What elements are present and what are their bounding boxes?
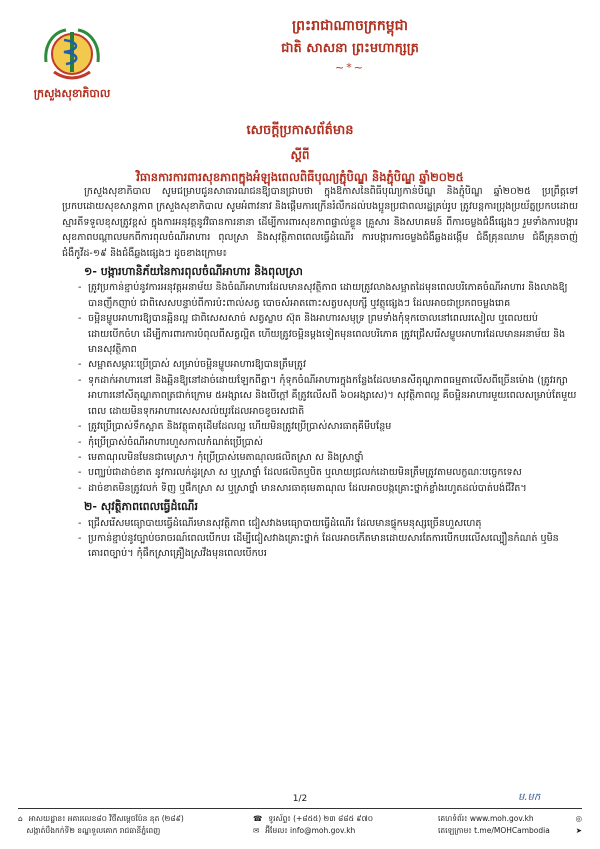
section-heading: ១- បង្ការហានិភ័យនៃការពុលចំណីអាហារ និងពុលស្រា — [84, 265, 303, 279]
ministry-name: ក្រសួងសុខាភិបាល — [33, 87, 111, 100]
ministry-logo — [22, 22, 122, 103]
signature-initials: ម.មក — [518, 792, 541, 803]
list-item: - ទុកដាក់អាហារនៅ និងឆ្អិនឱ្យនៅដាច់ដោយឡែកពីគ្នា។ កុំទុកចំណីអាហារក្នុងកន្លែងដែលមានសីតុណ្ហភាពធម្មតាលើសពីច្រើនម៉ោង (ត្រូវរក្សាអាហារនៅសីតុណ្ហភាពត្រជាក់ក្រោម ៥អង្សាសេ និងបើក្តៅ គឺត្រូវលើសពី ៦០អង្សាសេ)។ សុវត្ថិភាពល្អ គឺចម្អិនអាហារមួយពេលសម្រាប់តែមួយពេល ដោយមិនទុកអាហារសេសសល់យូរដែលអាចខូចរសជាតិ — [88, 373, 578, 419]
list-item: - កុំប្រើប្រាស់ចំណីអាហារហួសកាលកំណត់ប្រើប្រាស់ — [88, 435, 578, 450]
footer-website[interactable]: គេហទំព័រ៖ www.moh.gov.kh — [438, 814, 534, 823]
intro-paragraph: ក្រសួងសុខាភិបាល សូមជម្រាបជូនសាធារណជនឱ្យបានជ្រាបថា ក្នុងឱកាសនៃពិធីបុណ្យកាន់បិណ្ឌ និងភ្ជុំបិណ្ឌ ឆ្នាំ២០២៥ ប្រព្រឹត្តទៅប្រកបដោយសុខសាន្តភាព ក្រសួងសុខាភិបាល សូមអំពាវនាវ និងផ្តើមការក្រើនរំលឹកដល់បងប្អូនប្រជាពលរដ្ឋគ្រប់រូប ត្រូវបន្តការប្រុងប្រយ័ត្នប្រកបដោយស្មារតីទទួលខុសត្រូវខ្ពស់ ក្នុងការអនុវត្តនូវវិធានការនានា ដើម្បីការពារសុខភាពផ្ទាល់ខ្លួន គ្រួសារ និងសហគមន៍ ពីការចម្លងជំងឺផ្សេងៗ រួមទាំងការបង្ការសុខភាពបណ្តាលមកពីការពុលចំណីអាហារ ពុលស្រា និងសុវត្ថិភាពពេលធ្វើដំណើរ ការបង្ការការចម្លងជំងឺឆ្លងដង្កើម ជំងឺគ្រុនឈាម ជំងឺគ្រុនចាញ់ ជំងឺកូវីដ-១៩ និងជំងឺឆ្លងផ្សេងៗ ដូចខាងក្រោម៖ — [62, 186, 578, 259]
page-footer — [18, 808, 582, 843]
document-type: សេចក្តីប្រកាសព័ត៌មាន — [246, 123, 354, 138]
list-item: - មេតាណុលមិនមែនជាមេស្រា។ កុំប្រើប្រាស់មេតាណុលផលិតស្រា ស និងស្រាថ្នាំ — [88, 450, 578, 465]
list-item: - ចម្អិនម្ហូបអាហារឱ្យបានឆ្អិនល្អ ជាពិសេសសាច់ សត្វស្លាប ស៊ុត និងអាហារសមុទ្រ ព្រមទាំងកុំទុកចោលនៅពេលរសៀល ឬពេលយប់ ដោយបើកចំហ ដើម្បីការពារការបំពុលពីសត្វល្អិត ហើយត្រូវចម្អិនម្តងទៀតមុនពេលបរិភោគ ត្រូវជ្រើសរើសម្ហូបអាហារដែលមានអនាម័យ និងមានសុវត្ថិភាព — [88, 311, 578, 357]
list-item: - ជ្រើសរើសមធ្យោបាយធ្វើដំណើរមានសុវត្ថិភាព ជៀសវាងមធ្យោបាយធ្វើដំណើរ ដែលមានផ្ទុកមនុស្សច្រើនហួសហេតុ — [88, 516, 578, 531]
globe-icon: ◎ — [575, 814, 582, 823]
page-number: 1/2 — [292, 794, 308, 804]
email-icon: ✉ — [253, 826, 260, 835]
address-icon: ⌂ — [18, 814, 23, 823]
document-body — [62, 184, 578, 562]
list-item: - ត្រូវប្រើប្រាស់ទឹកស្អាត និងវត្ថុធាតុដើមដែលល្អ ហើយមិនត្រូវប្រើប្រាស់សារធាតុគីមីបន្ថែម — [88, 419, 578, 434]
address-continued-icon — [18, 825, 20, 837]
list-item: - ប្រកាន់ខ្ជាប់នូវច្បាប់ចរាចរណ៍ពេលបើកបរ ដើម្បីជៀសវាងគ្រោះថ្នាក់ ដែលអាចកើតមានដោយសារតែការបើកបរលើសល្បឿនកំណត់ ឬមិនគោរពច្បាប់។ កុំផឹកស្រាគ្រឿងស្រវឹងមុនពេលបើកបរ — [88, 531, 578, 562]
footer-contacts — [253, 813, 423, 837]
phone-icon: ☎ — [253, 814, 263, 823]
footer-telegram[interactable]: តេឡេក្រាម៖ t.me/MOHCambodia — [438, 826, 550, 835]
footer-email[interactable]: អ៊ីមែល៖ info@moh.gov.kh — [265, 826, 356, 835]
kingdom-name: ព្រះរាជាណាចក្រកម្ពុជា — [291, 18, 408, 34]
ministry-emblem-icon — [40, 22, 104, 84]
footer-address — [18, 813, 238, 837]
list-item: - ដាច់ខាតមិនត្រូវលក់ ទិញ ឬផឹកស្រា ស ឬស្រាថ្នាំ មានសារធាតុមេតាណុល ដែលអាចបង្កគ្រោះថ្នាក់ខ្លាំងរហូតដល់បាត់បង់ជីវិត។ — [88, 481, 578, 496]
section-heading: ២- សុវត្ថិភាពពេលធ្វើដំណើរ — [84, 500, 198, 514]
national-motto: ជាតិ សាសនា ព្រះមហាក្សត្រ — [281, 41, 419, 56]
subject-label: ស្តីពី — [290, 148, 310, 162]
footer-phone: ទូរស័ព្ទ៖ (+៨៥៥) ២៣ ៨៨៥ ៩៧០ — [268, 814, 374, 823]
list-item: - បញ្ឈប់ជាដាច់ខាត នូវការលក់ដូរស្រា ស ឬស្រាថ្នាំ ដែលផលិតឬបិត ឬលាយជ្រលក់ដោយមិនត្រឹមត្រូវតាមលក្ខណៈបច្ចេកទេស — [88, 465, 578, 480]
footer-web — [438, 813, 582, 837]
footer-address-line-1: អាសយដ្ឋាន៖ អគារលេខ៨០ វិថីសម្តេចប៉ែន នុត (២៨៩) — [28, 814, 184, 823]
telegram-icon: ➤ — [575, 826, 582, 835]
list-item: - ត្រូវប្រកាន់ខ្ជាប់នូវការអនុវត្តអនាម័យ និងចំណីអាហារដែលមានសុវត្ថិភាព ដោយត្រូវលាងសម្អាតដៃមុនពេលបរិភោគចំណីអាហារ និងលាងឱ្យបានញឹកញាប់ ជាពិសេសបន្ទាប់ពីការប៉ះពាល់សត្វ បោចសំអាតពោះសត្វបសុបក្សី ឬវត្ថុផ្សេងៗ ដែលអាចជាប្រភពចម្លងរោគ — [88, 280, 578, 311]
header-ornament: ~*~ — [335, 61, 365, 74]
section-2-list — [62, 516, 578, 562]
kingdom-header — [230, 16, 470, 74]
section-1-list — [62, 280, 578, 496]
document-subject: វិធានការការពារសុខភាពក្នុងអំឡុងពេលពិធីបុណ្យភ្ជុំបិណ្ឌ និងភ្ជុំបិណ្ឌ ឆ្នាំ២០២៥ — [136, 170, 464, 184]
document-titles — [40, 122, 560, 187]
list-item: - សម្អាតសម្ភារៈប្រើប្រាស់ សម្រាប់ចម្អិនម្ហូបអាហារឱ្យបានត្រឹមត្រូវ — [88, 357, 578, 372]
footer-address-line-2: សង្កាត់បឹងកក់ទី២ ខណ្ឌទួលគោក រាជធានីភ្នំពេញ — [26, 826, 161, 835]
